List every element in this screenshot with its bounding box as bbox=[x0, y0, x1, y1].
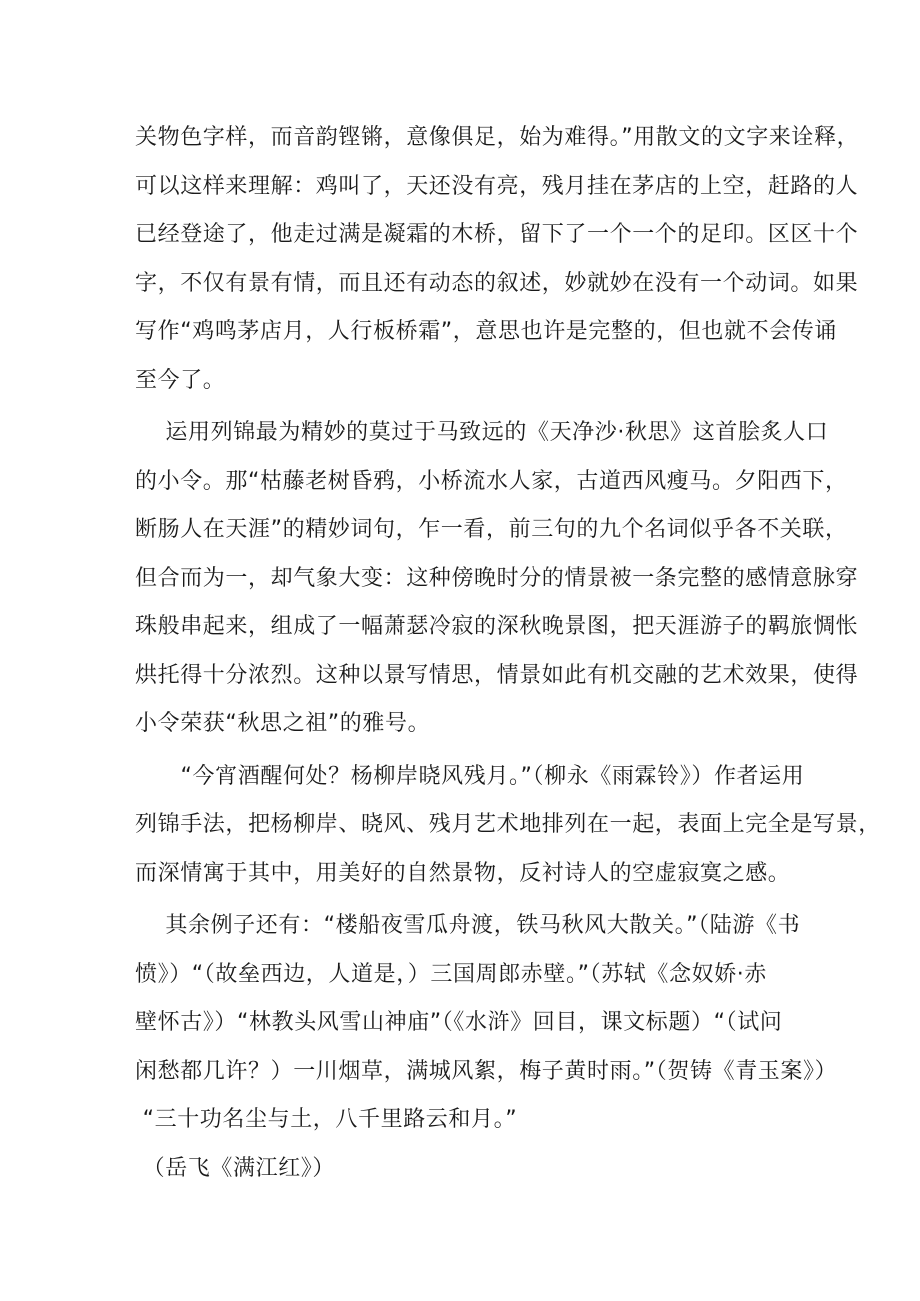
paragraph bbox=[135, 409, 859, 749]
text-line: （岳飞《满江红》） bbox=[135, 1155, 335, 1181]
text-line: 列锦手法，把杨柳岸、晓风、残月艺术地排列在一起，表面上完全是写景， bbox=[135, 812, 881, 837]
text-line: 其余例子还有：“楼船夜雪瓜舟渡，铁马秋风大散关。”（陆游《书 bbox=[135, 913, 801, 938]
text-line: “三十功名尘与土，八千里路云和月。” bbox=[135, 1107, 518, 1132]
text-line: 小令荣获“秋思之祖”的雅号。 bbox=[135, 711, 431, 736]
paragraph bbox=[135, 114, 860, 405]
text-line: 可以这样来理解：鸡叫了，天还没有亮，残月挂在茅店的上空，赶路的人 bbox=[135, 173, 859, 199]
text-line: 字，不仅有景有情，而且还有动态的叙述，妙就妙在没有一个动词。如果 bbox=[135, 270, 859, 296]
text-line: 烘托得十分浓烈。这种以景写情思，情景如此有机交融的艺术效果，使得 bbox=[135, 662, 859, 688]
text-line: 珠般串起来，组成了一幅萧瑟冷寂的深秋晚景图，把天涯游子的羁旅惆怅 bbox=[135, 614, 859, 639]
text-line: 但合而为一，却气象大变：这种傍晚时分的情景被一条完整的感情意脉穿 bbox=[135, 565, 859, 591]
text-line: 壁怀古》）“林教头风雪山神庙”（《水浒》回目，课文标题）“（试问 bbox=[135, 1010, 783, 1035]
paragraph bbox=[135, 753, 881, 899]
text-line: 断肠人在天涯”的精妙词句，乍一看，前三句的九个名词似乎各不关联， bbox=[135, 517, 848, 542]
text-line: 而深情寓于其中，用美好的自然景物，反衬诗人的空虚寂寞之感。 bbox=[135, 860, 791, 886]
text-line: 闲愁都几许？）一川烟草，满城风絮，梅子黄时雨。”（贺铸《青玉案》） bbox=[135, 1058, 838, 1084]
text-line: 愤》）“（故垒西边，人道是，）三国周郎赤壁。”（苏轼《念奴娇·赤 bbox=[135, 961, 767, 987]
text-line: 的小令。那“枯藤老树昏鸦，小桥流水人家，古道西风瘦马。夕阳西下， bbox=[135, 468, 848, 494]
document-body bbox=[135, 114, 881, 1193]
text-line: “今宵酒醒何处？杨柳岸晓风残月。”（柳永《雨霖铃》）作者运用 bbox=[135, 763, 805, 789]
paragraph bbox=[135, 902, 838, 1193]
text-line: 运用列锦最为精妙的莫过于马致远的《天净沙·秋思》这首脍炙人口 bbox=[135, 420, 829, 445]
text-line: 至今了。 bbox=[135, 367, 226, 393]
text-line: 写作“鸡鸣茅店月，人行板桥霜”，意思也许是完整的，但也就不会传诵 bbox=[135, 319, 837, 344]
text-line: 关物色字样，而音韵铿锵，意像俱足，始为难得。”用散文的文字来诠释， bbox=[135, 125, 860, 150]
text-line: 已经登途了，他走过满是凝霜的木桥，留下了一个一个的足印。区区十个 bbox=[135, 222, 859, 247]
